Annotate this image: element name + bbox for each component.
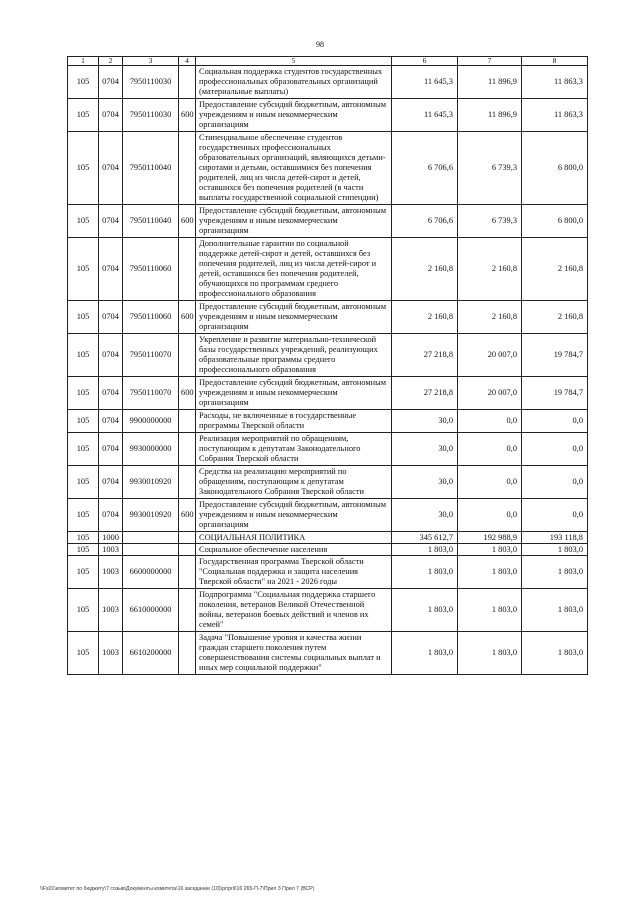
expense-type-cell <box>179 132 196 205</box>
target-article-cell: 6610200000 <box>123 632 179 675</box>
code-cell: 105 <box>68 466 99 499</box>
amount-cell-year1: 30,0 <box>392 433 458 466</box>
target-article-cell: 7950110060 <box>123 301 179 334</box>
description-cell: Предоставление субсидий бюджетным, автономным учреждениям и иным некоммерческим организациям <box>196 301 392 334</box>
amount-cell-year3: 1 803,0 <box>522 632 588 675</box>
amount-cell-year1: 11 645,3 <box>392 99 458 132</box>
section-cell: 0704 <box>99 466 123 499</box>
amount-cell-year1: 1 803,0 <box>392 589 458 632</box>
description-cell: Государственная программа Тверской области "Социальная поддержка и защита населения Тверской области" на 2021 - 2026 годы <box>196 556 392 589</box>
section-cell: 0704 <box>99 66 123 99</box>
expense-type-cell <box>179 433 196 466</box>
amount-cell-year3: 0,0 <box>522 499 588 532</box>
target-article-cell: 7950110030 <box>123 99 179 132</box>
section-cell: 1003 <box>99 556 123 589</box>
description-cell: Дополнительные гарантии по социальной поддержке детей-сирот и детей, оставшихся без попечения родителей, лиц из числа детей-сирот и детей, оставшихся без попечения родителей, обучающихся по программам среднего профессионального образования <box>196 238 392 301</box>
column-header: 2 <box>99 57 123 66</box>
description-cell: Стипендиальное обеспечение студентов государственных профессиональных образовательных организаций, являющихся детьми-сиротами и детьми, оставшимися без попечения родителей, лиц из числа детей-сирот и детей, оставшихся без попечения родителей (в части выплаты государственной социальной стипендии) <box>196 132 392 205</box>
section-cell: 0704 <box>99 499 123 532</box>
expense-type-cell: 600 <box>179 377 196 410</box>
amount-cell-year2: 1 803,0 <box>458 632 522 675</box>
code-cell: 105 <box>68 532 99 544</box>
amount-cell-year3: 6 800,0 <box>522 205 588 238</box>
expense-type-cell <box>179 632 196 675</box>
table-row <box>68 301 588 334</box>
amount-cell-year2: 2 160,8 <box>458 238 522 301</box>
code-cell: 105 <box>68 238 99 301</box>
amount-cell-year3: 1 803,0 <box>522 556 588 589</box>
budget-table <box>67 56 588 675</box>
table-row <box>68 589 588 632</box>
amount-cell-year2: 20 007,0 <box>458 334 522 377</box>
description-cell: Социальное обеспечение населения <box>196 544 392 556</box>
section-cell: 0704 <box>99 238 123 301</box>
amount-cell-year3: 2 160,8 <box>522 238 588 301</box>
amount-cell-year1: 27 218,8 <box>392 377 458 410</box>
table-row <box>68 238 588 301</box>
description-cell: СОЦИАЛЬНАЯ ПОЛИТИКА <box>196 532 392 544</box>
table-row <box>68 433 588 466</box>
section-cell: 0704 <box>99 132 123 205</box>
amount-cell-year2: 0,0 <box>458 410 522 433</box>
expense-type-cell <box>179 66 196 99</box>
amount-cell-year3: 19 784,7 <box>522 334 588 377</box>
target-article-cell: 7950110040 <box>123 132 179 205</box>
code-cell: 105 <box>68 632 99 675</box>
expense-type-cell <box>179 589 196 632</box>
table-row <box>68 99 588 132</box>
description-cell: Социальная поддержка студентов государственных профессиональных образовательных организаций (материальные выплаты) <box>196 66 392 99</box>
page-number: 98 <box>316 40 324 49</box>
table-row <box>68 499 588 532</box>
column-header: 4 <box>179 57 196 66</box>
target-article-cell: 7950110060 <box>123 238 179 301</box>
expense-type-cell <box>179 334 196 377</box>
amount-cell-year2: 6 739,3 <box>458 132 522 205</box>
description-cell: Предоставление субсидий бюджетным, автономным учреждениям и иным некоммерческим организациям <box>196 499 392 532</box>
amount-cell-year1: 2 160,8 <box>392 238 458 301</box>
amount-cell-year3: 0,0 <box>522 433 588 466</box>
amount-cell-year2: 20 007,0 <box>458 377 522 410</box>
target-article-cell <box>123 532 179 544</box>
table-row <box>68 410 588 433</box>
table-row <box>68 66 588 99</box>
expense-type-cell <box>179 410 196 433</box>
description-cell: Укрепление и развитие материально-технической базы государственных учреждений, реализующих образовательные программы среднего профессионального образования <box>196 334 392 377</box>
description-cell: Предоставление субсидий бюджетным, автономным учреждениям и иным некоммерческим организациям <box>196 377 392 410</box>
amount-cell-year2: 192 988,9 <box>458 532 522 544</box>
target-article-cell <box>123 544 179 556</box>
expense-type-cell <box>179 238 196 301</box>
description-cell: Расходы, не включенные в государственные программы Тверской области <box>196 410 392 433</box>
header-row <box>68 57 588 66</box>
column-header: 7 <box>458 57 522 66</box>
code-cell: 105 <box>68 556 99 589</box>
amount-cell-year1: 30,0 <box>392 466 458 499</box>
section-cell: 1003 <box>99 632 123 675</box>
description-cell: Подпрограмма "Социальная поддержка старшего поколения, ветеранов Великой Отечественной войны, ветеранов боевых действий и членов их семей" <box>196 589 392 632</box>
description-cell: Средства на реализацию мероприятий по обращениям, поступающим к депутатам Законодательного Собрания Тверской области <box>196 466 392 499</box>
amount-cell-year3: 0,0 <box>522 466 588 499</box>
target-article-cell: 6600000000 <box>123 556 179 589</box>
amount-cell-year3: 193 118,8 <box>522 532 588 544</box>
code-cell: 105 <box>68 589 99 632</box>
table-row <box>68 632 588 675</box>
target-article-cell: 9900000000 <box>123 410 179 433</box>
code-cell: 105 <box>68 499 99 532</box>
expense-type-cell: 600 <box>179 99 196 132</box>
amount-cell-year1: 30,0 <box>392 499 458 532</box>
column-header: 8 <box>522 57 588 66</box>
amount-cell-year3: 6 800,0 <box>522 132 588 205</box>
target-article-cell: 9930000000 <box>123 433 179 466</box>
column-header: 3 <box>123 57 179 66</box>
amount-cell-year2: 1 803,0 <box>458 556 522 589</box>
section-cell: 0704 <box>99 410 123 433</box>
code-cell: 105 <box>68 544 99 556</box>
section-cell: 1000 <box>99 532 123 544</box>
amount-cell-year2: 0,0 <box>458 466 522 499</box>
table-row <box>68 556 588 589</box>
expense-type-cell <box>179 466 196 499</box>
amount-cell-year2: 0,0 <box>458 433 522 466</box>
amount-cell-year2: 1 803,0 <box>458 544 522 556</box>
code-cell: 105 <box>68 205 99 238</box>
amount-cell-year2: 2 160,8 <box>458 301 522 334</box>
section-cell: 0704 <box>99 301 123 334</box>
target-article-cell: 7950110040 <box>123 205 179 238</box>
description-cell: Задача "Повышение уровня и качества жизни граждан старшего поколения путем совершенствования системы социальных выплат и иных мер социальной поддержки" <box>196 632 392 675</box>
table-row <box>68 544 588 556</box>
target-article-cell: 7950110070 <box>123 377 179 410</box>
target-article-cell: 9930010920 <box>123 499 179 532</box>
target-article-cell: 7950110030 <box>123 66 179 99</box>
amount-cell-year1: 2 160,8 <box>392 301 458 334</box>
code-cell: 105 <box>68 410 99 433</box>
section-cell: 0704 <box>99 433 123 466</box>
section-cell: 0704 <box>99 377 123 410</box>
section-cell: 1003 <box>99 544 123 556</box>
expense-type-cell: 600 <box>179 205 196 238</box>
amount-cell-year3: 11 863,3 <box>522 99 588 132</box>
amount-cell-year1: 11 645,3 <box>392 66 458 99</box>
section-cell: 0704 <box>99 334 123 377</box>
amount-cell-year2: 1 803,0 <box>458 589 522 632</box>
column-header: 1 <box>68 57 99 66</box>
table-row <box>68 132 588 205</box>
table-row <box>68 377 588 410</box>
code-cell: 105 <box>68 377 99 410</box>
table-row <box>68 334 588 377</box>
amount-cell-year3: 0,0 <box>522 410 588 433</box>
code-cell: 105 <box>68 99 99 132</box>
amount-cell-year3: 1 803,0 <box>522 589 588 632</box>
table-row <box>68 205 588 238</box>
amount-cell-year1: 27 218,8 <box>392 334 458 377</box>
amount-cell-year2: 0,0 <box>458 499 522 532</box>
amount-cell-year1: 6 706,6 <box>392 132 458 205</box>
section-cell: 1003 <box>99 589 123 632</box>
target-article-cell: 6610000000 <box>123 589 179 632</box>
expense-type-cell <box>179 556 196 589</box>
code-cell: 105 <box>68 433 99 466</box>
amount-cell-year1: 345 612,7 <box>392 532 458 544</box>
amount-cell-year2: 11 896,9 <box>458 99 522 132</box>
table-row <box>68 466 588 499</box>
code-cell: 105 <box>68 132 99 205</box>
amount-cell-year3: 1 803,0 <box>522 544 588 556</box>
description-cell: Предоставление субсидий бюджетным, автономным учреждениям и иным некоммерческим организациям <box>196 205 392 238</box>
target-article-cell: 9930010920 <box>123 466 179 499</box>
amount-cell-year2: 6 739,3 <box>458 205 522 238</box>
amount-cell-year1: 1 803,0 <box>392 632 458 675</box>
description-cell: Предоставление субсидий бюджетным, автономным учреждениям и иным некоммерческим организациям <box>196 99 392 132</box>
file-path-footer: \\Fs01\комитет по бюджету\7 созыв\Документы комитета\16 заседание (10)\pr\pril\16 265-П-7\Прил 3 Прил 7 (ВСР) <box>40 886 315 892</box>
code-cell: 105 <box>68 301 99 334</box>
expense-type-cell <box>179 532 196 544</box>
amount-cell-year1: 1 803,0 <box>392 556 458 589</box>
amount-cell-year3: 11 863,3 <box>522 66 588 99</box>
section-cell: 0704 <box>99 205 123 238</box>
amount-cell-year1: 30,0 <box>392 410 458 433</box>
table-row <box>68 532 588 544</box>
amount-cell-year3: 19 784,7 <box>522 377 588 410</box>
expense-type-cell <box>179 544 196 556</box>
target-article-cell: 7950110070 <box>123 334 179 377</box>
section-cell: 0704 <box>99 99 123 132</box>
amount-cell-year2: 11 896,9 <box>458 66 522 99</box>
amount-cell-year1: 1 803,0 <box>392 544 458 556</box>
amount-cell-year3: 2 160,8 <box>522 301 588 334</box>
amount-cell-year1: 6 706,6 <box>392 205 458 238</box>
code-cell: 105 <box>68 334 99 377</box>
column-header: 6 <box>392 57 458 66</box>
column-header: 5 <box>196 57 392 66</box>
code-cell: 105 <box>68 66 99 99</box>
description-cell: Реализация мероприятий по обращениям, поступающим к депутатам Законодательного Собрания Тверской области <box>196 433 392 466</box>
expense-type-cell: 600 <box>179 301 196 334</box>
expense-type-cell: 600 <box>179 499 196 532</box>
